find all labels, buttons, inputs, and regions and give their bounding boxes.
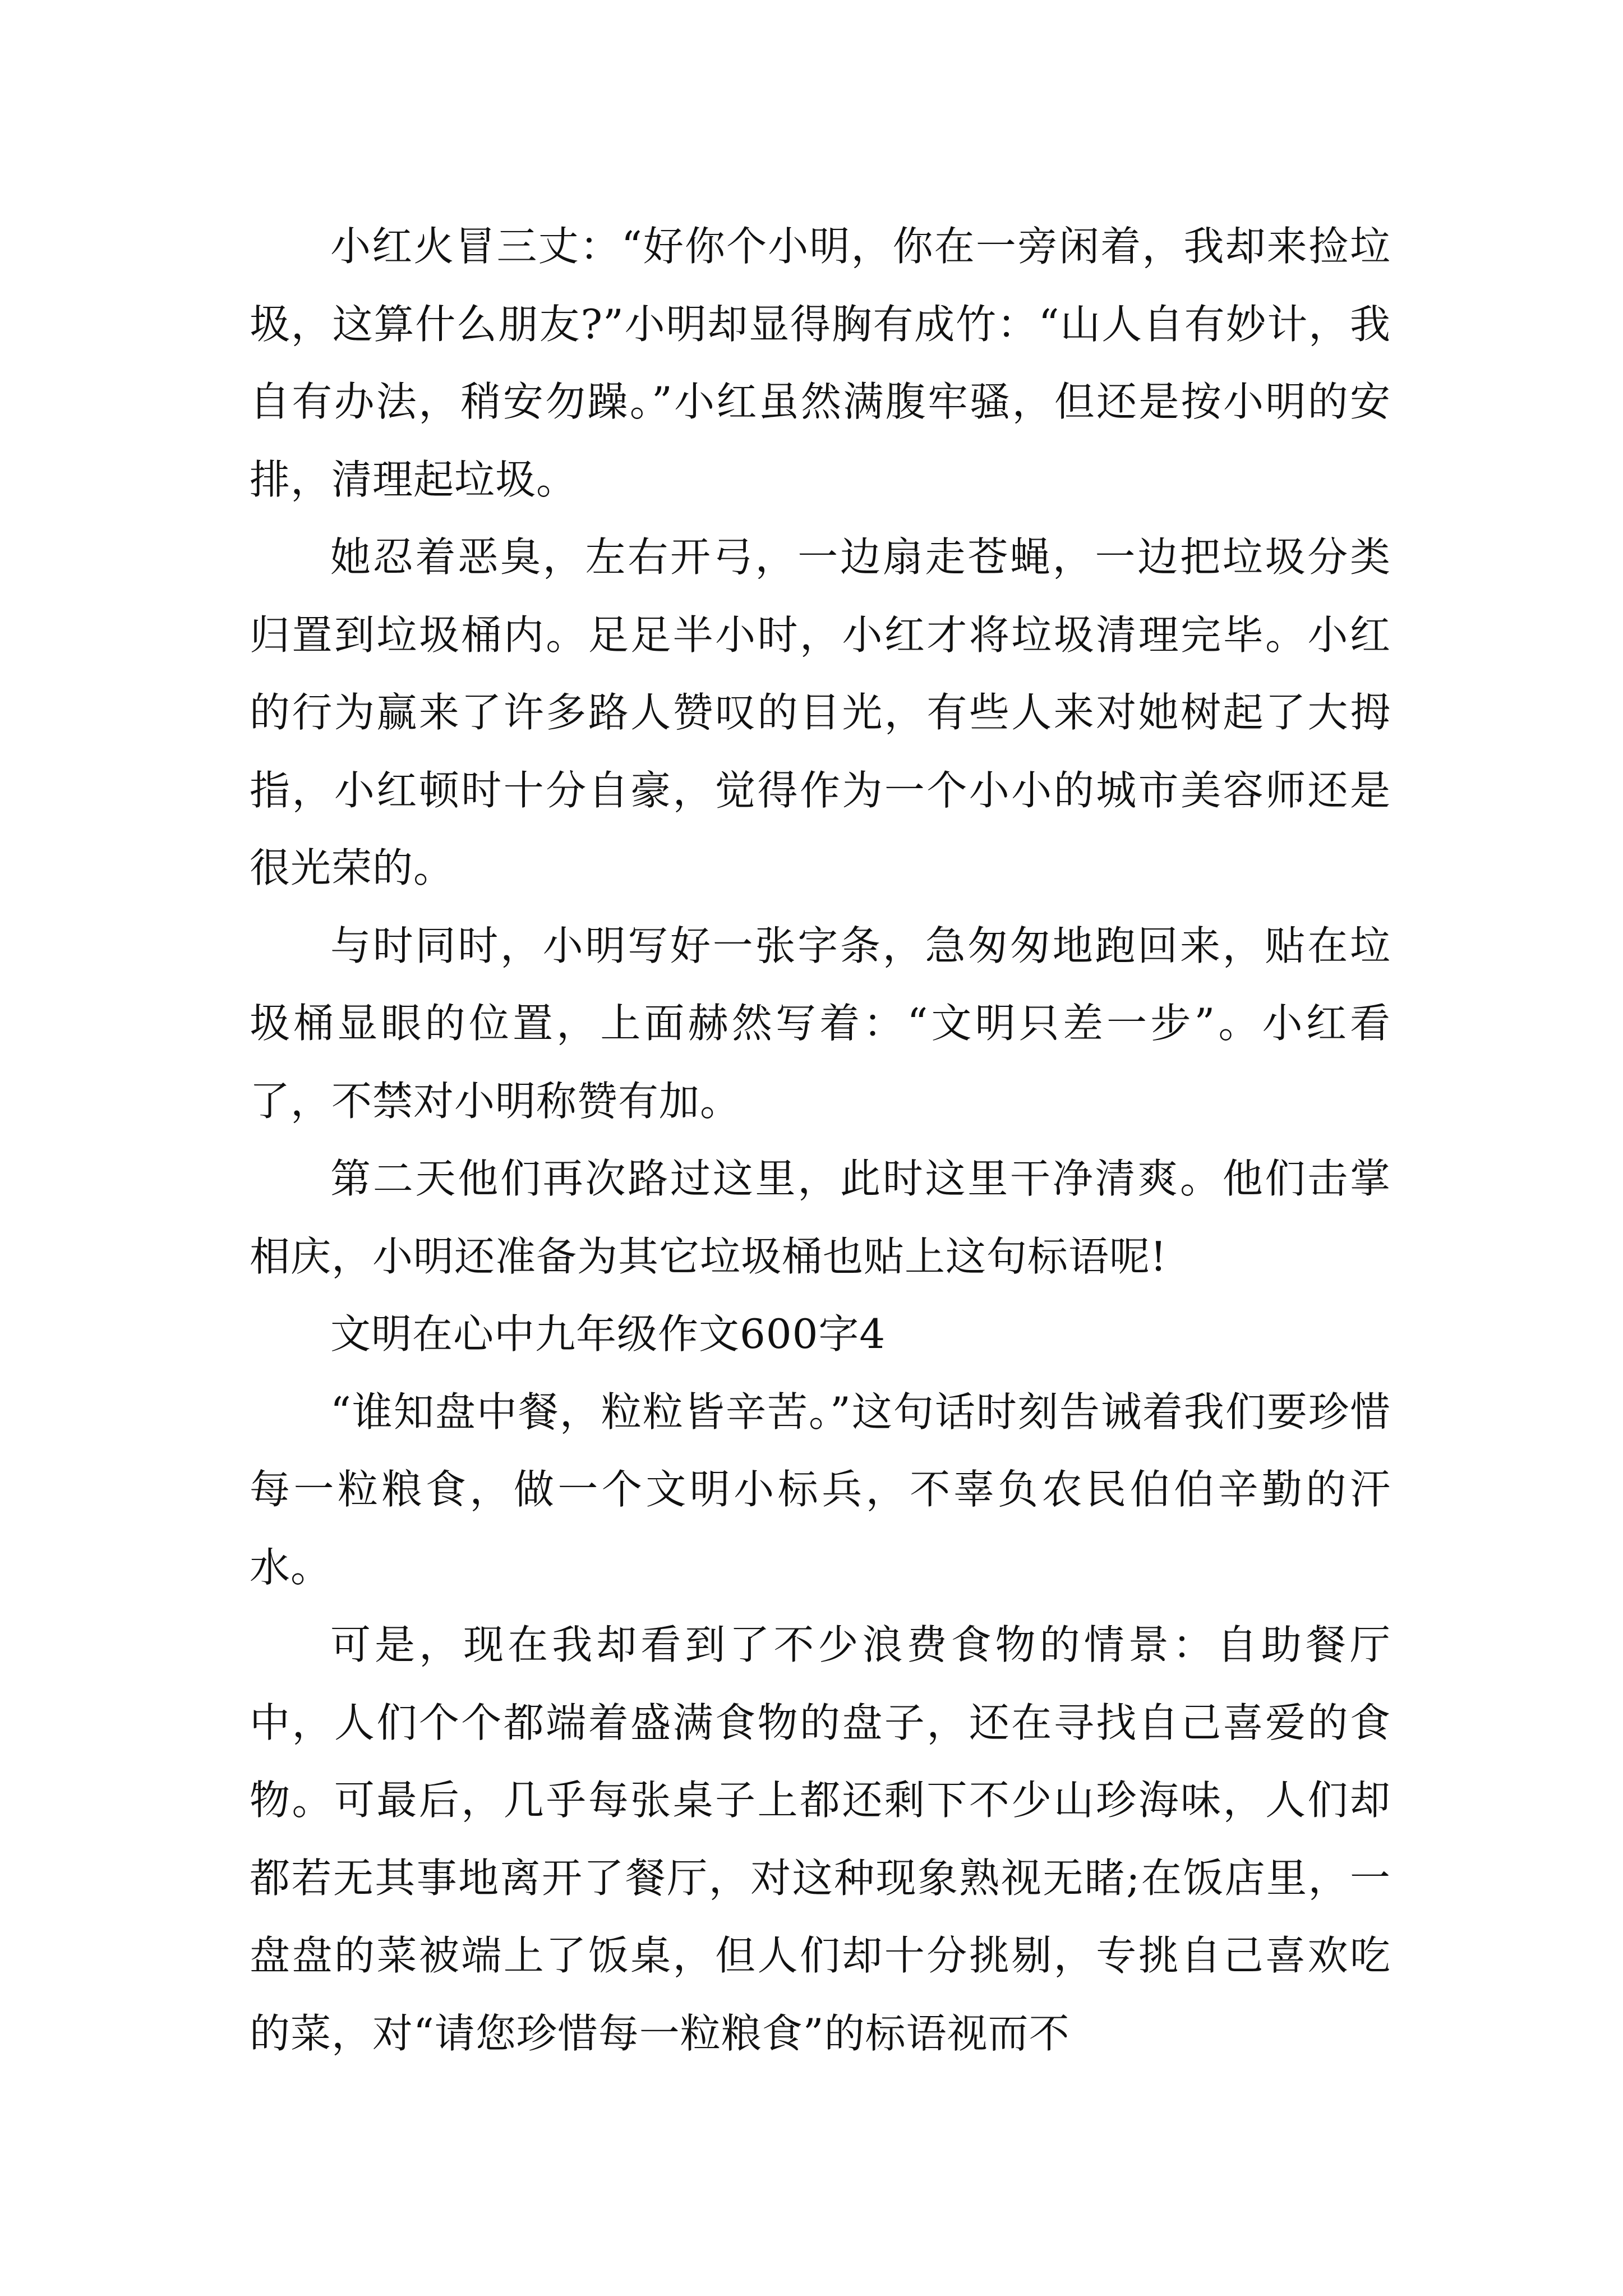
paragraph-3: 与时同时，小明写好一张字条，急匆匆地跑回来，贴在垃圾桶显眼的位置，上面赫然写着：“文明只差一步”。小红看了，不禁对小明称赞有加。 — [250, 922, 1391, 1125]
paragraph-1: 小红火冒三丈：“好你个小明，你在一旁闲着，我却来捡垃圾，这算什么朋友?”小明却显得胸有成竹：“山人自有妙计，我自有办法，稍安勿躁。”小红虽然满腹牢骚，但还是按小明的安排，清理起垃圾。 — [250, 223, 1391, 503]
document-body — [250, 208, 1391, 2072]
paragraph-6: 可是，现在我却看到了不少浪费食物的情景：自助餐厅中，人们个个都端着盛满食物的盘子，还在寻找自己喜爱的食物。可最后，几乎每张桌子上都还剩下不少山珍海味，人们却都若无其事地离开了餐厅，对这种现象熟视无睹;在饭店里，一盘盘的菜被端上了饭桌，但人们却十分挑剔，专挑自己喜欢吃的菜，对“请您珍惜每一粒粮食”的标语视而不 — [250, 1621, 1391, 2057]
paragraph-5: “谁知盘中餐，粒粒皆辛苦。”这句话时刻告诫着我们要珍惜每一粒粮食，做一个文明小标兵，不辜负农民伯伯辛勤的汗水。 — [250, 1388, 1391, 1591]
paragraph-4: 第二天他们再次路过这里，此时这里干净清爽。他们击掌相庆，小明还准备为其它垃圾桶也贴上这句标语呢! — [250, 1155, 1391, 1280]
paragraph-2: 她忍着恶臭，左右开弓，一边扇走苍蝇，一边把垃圾分类归置到垃圾桶内。足足半小时，小红才将垃圾清理完毕。小红的行为赢来了许多路人赞叹的目光，有些人来对她树起了大拇指，小红顿时十分自豪，觉得作为一个小小的城市美容师还是很光荣的。 — [250, 533, 1391, 891]
section-heading: 文明在心中九年级作文600字4 — [330, 1310, 886, 1358]
